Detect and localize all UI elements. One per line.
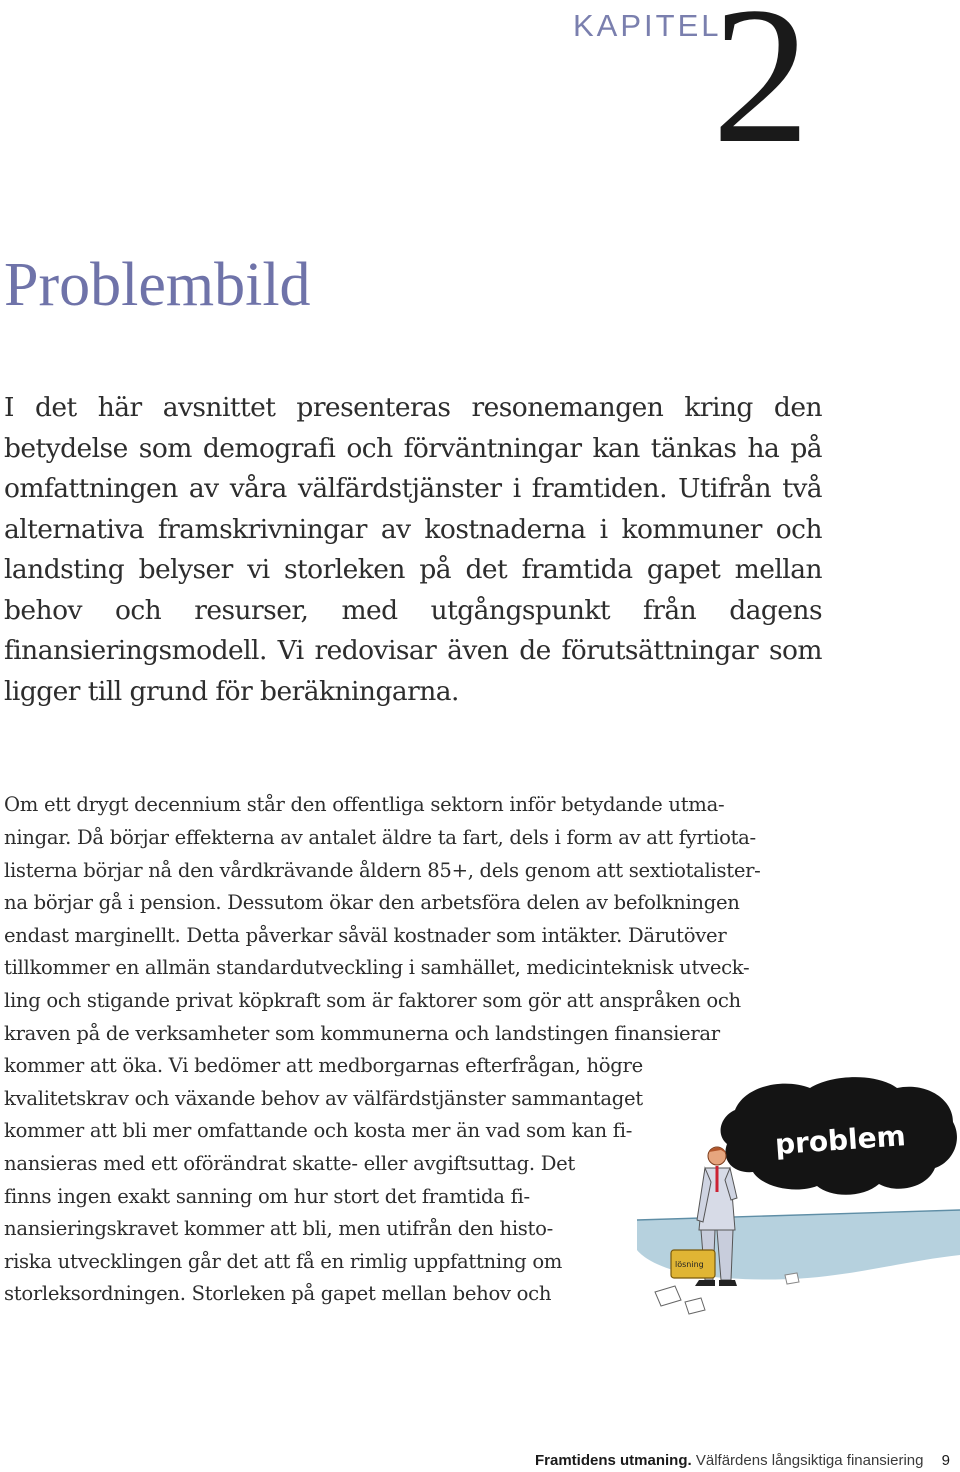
body-line: finns ingen exakt sanning om hur stort det framtida fi- — [4, 1184, 530, 1208]
body-line: nansieringskravet kommer att bli, men utifrån den histo- — [4, 1217, 553, 1241]
body-line: storleksordningen. Storleken på gapet mellan behov och — [4, 1282, 552, 1306]
body-line: ningar. Då börjar effekterna av antalet äldre ta fart, dels i form av att fyrtiota- — [4, 826, 756, 849]
body-line: ling och stigande privat köpkraft som är faktorer som gör att anspråken och — [4, 988, 741, 1012]
footer-title: Framtidens utmaning. — [535, 1452, 692, 1469]
body-line: kvalitetskrav och växande behov av välfärdstjänster sammantaget — [4, 1086, 643, 1110]
body-line: endast marginellt. Detta påverkar såväl kostnader som intäkter. Därutöver — [4, 923, 727, 947]
page-title: Problembild — [4, 251, 311, 319]
body-line: tillkommer en allmän standardutveckling i samhället, medicinteknisk utveck- — [4, 956, 750, 980]
page-footer — [535, 1452, 950, 1469]
body-line: Om ett drygt decennium står den offentliga sektorn inför betydande utma- — [4, 793, 725, 817]
lead-paragraph: I det här avsnittet presenteras resonemangen kring den betydelse som demografi och förväntningar kan tänkas ha på omfattningen av våra välfärdstjänster i framtiden. Utifrån två alternativa framskrivningar av kostnaderna i kommuner och landsting belyser vi storleken på det framtida gapet mellan behov och resurser, med utgångspunkt från dagens finansieringsmodell. Vi redovisar även de förutsättningar som ligger till grund för beräkningarna. — [4, 392, 822, 707]
briefcase-text: lösning — [675, 1260, 704, 1269]
body-line: riska utvecklingen går det att få en rimlig uppfattning om — [4, 1249, 563, 1273]
body-line: kommer att bli mer omfattande och kosta mer än vad som kan fi- — [4, 1119, 633, 1143]
body-line: kraven på de verksamheter som kommunerna och landstingen finansierar — [4, 1021, 720, 1045]
footer-subtitle: Välfärdens långsiktiga finansiering — [695, 1452, 924, 1469]
chapter-number: 2 — [712, 0, 806, 184]
body-line: na börjar gå i pension. Dessutom ökar den arbetsföra delen av befolkningen — [4, 891, 740, 915]
paper-shape — [685, 1298, 705, 1314]
body-line: nansieras med ett oförändrat skatte- eller avgiftsuttag. Det — [4, 1151, 575, 1175]
paper-shape — [785, 1273, 799, 1284]
cloud-text: problem — [773, 1119, 907, 1162]
paper-shape — [655, 1286, 681, 1306]
chapter-label: KAPITEL — [573, 8, 722, 43]
body-line: listerna börjar nå den vårdkrävande åldern 85+, dels genom att sextiotalister- — [4, 858, 761, 882]
body-line: kommer att öka. Vi bedömer att medborgarnas efterfrågan, högre — [4, 1054, 643, 1078]
problem-illustration — [635, 1070, 960, 1340]
page-number: 9 — [941, 1452, 951, 1469]
